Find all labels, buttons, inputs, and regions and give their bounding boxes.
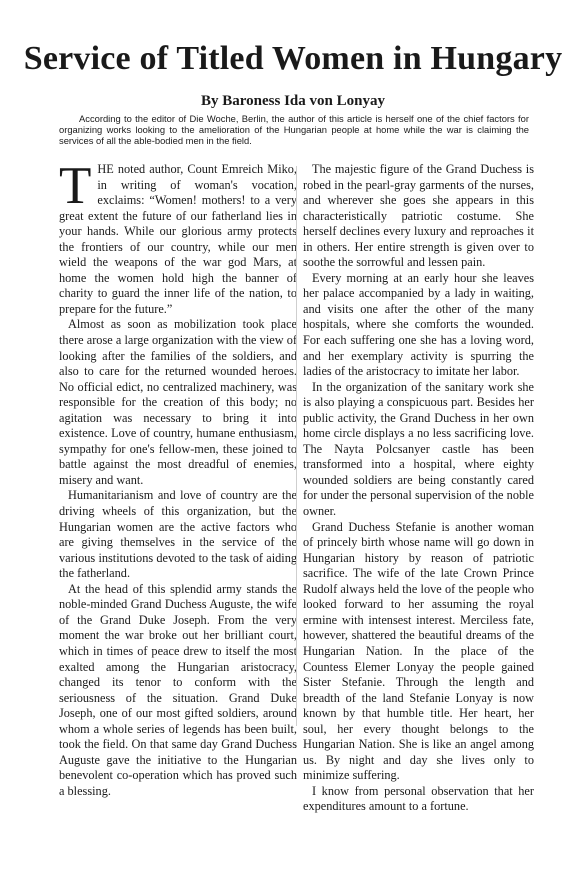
editor-intro: According to the editor of Die Woche, Berlin, the author of this article is herself one of the chief factors for organizing works looking to the amelioration of the Hungarian people at home while the war is claiming the services of all the able-bodied men in the field. <box>59 113 529 146</box>
column-divider <box>296 166 297 726</box>
right-column <box>303 162 534 815</box>
paragraph: Almost as soon as mobilization took place there arose a large organization with the view of looking after the families of the soldiers, and also to care for the returned wounded heroes. No official edict, no centralized machinery, was responsible for the creation of this body; no agitation was necessary to bring it into existence. Love of country, humane enthusiasm, sympathy for one's fellow-men, these joined to battle against the most dreadful of enemies, misery and want. <box>59 317 297 487</box>
paragraph: In the organization of the sanitary work she is also playing a conspicuous part. Besides her public activity, the Grand Duchess in her own home circle displays a no less sacrificing love. The Nayta Polcsanyer castle has been transformed into a hospital, where eighty wounded soldiers are being constantly cared for under the personal supervision of the noble owner. <box>303 379 534 519</box>
paragraph: I know from personal observation that her expenditures amount to a fortune. <box>303 783 534 814</box>
paragraph: THE noted author, Count Emreich Miko, in writing of woman's vocation, exclaims: “Women! mothers! to a very great extent the future of our fatherland lies in your hands. While our glorious army protects the frontiers of our country, while our men wield the weapons of the war god Mars, at home the women hold high the banner of charity to guard the inner life of the nation, to prepare for the future.” <box>59 157 297 316</box>
article-byline: By Baroness Ida von Lonyay <box>201 93 385 109</box>
drop-cap: T <box>59 157 92 215</box>
article-title: Service of Titled Women in Hungary <box>23 40 563 77</box>
left-column <box>59 157 297 799</box>
paragraph: Humanitarianism and love of country are the driving wheels of this organization, but the Hungarian women are the active factors who are giving themselves in the service of the various institutions devoted to the task of aiding the fatherland. <box>59 488 297 581</box>
paragraph: Every morning at an early hour she leaves her palace accompanied by a lady in waiting, and visits one after the other of the many hospitals, where she comforts the wounded. For each suffering one she has a loving word, and her exemplary activity is spurring the ladies of the aristocracy to imitate her labor. <box>303 270 534 379</box>
paragraph: The majestic figure of the Grand Duchess is robed in the pearl-gray garments of the nurses, and wherever she goes she appears in this characteristically patriotic costume. She herself declines every luxury and reproaches it in others. Her entire strength is given over to soothe the sorrowful and lessen pain. <box>303 162 534 270</box>
paragraph: At the head of this splendid army stands the noble-minded Grand Duchess Auguste, the wife of the Grand Duke Joseph. From the very moment the war broke out her brilliant court, which in times of peace drew to itself the most exalted among the Hungarian aristocracy, changed its tenor to conform with the seriousness of the situation. Grand Duke Joseph, one of our most gifted soldiers, around whom a whole series of legends has been built, took the field. On that same day Grand Duchess Auguste gave the initiative to the Hungarian benevolent co-operation which has proved such a blessing. <box>59 581 297 798</box>
paragraph: Grand Duchess Stefanie is another woman of princely birth whose name will go down in Hungarian history by reason of patriotic sacrifice. The wife of the late Crown Prince Rudolf always held the love of the people who looked forward to her assuming the royal ermine with intensest interest. Merciless fate, however, shattered the beautiful dreams of the Hungarian Nation. In the place of the Countess Elemer Lonyay the people gained Sister Stefanie. Through the length and breadth of the land Stefanie Lonyay is now known by that humble title. Her heart, her soul, her every thought belongs to the Hungarian Nation. She is like an angel among us. By night and day she lives only to minimize suffering. <box>303 519 534 783</box>
